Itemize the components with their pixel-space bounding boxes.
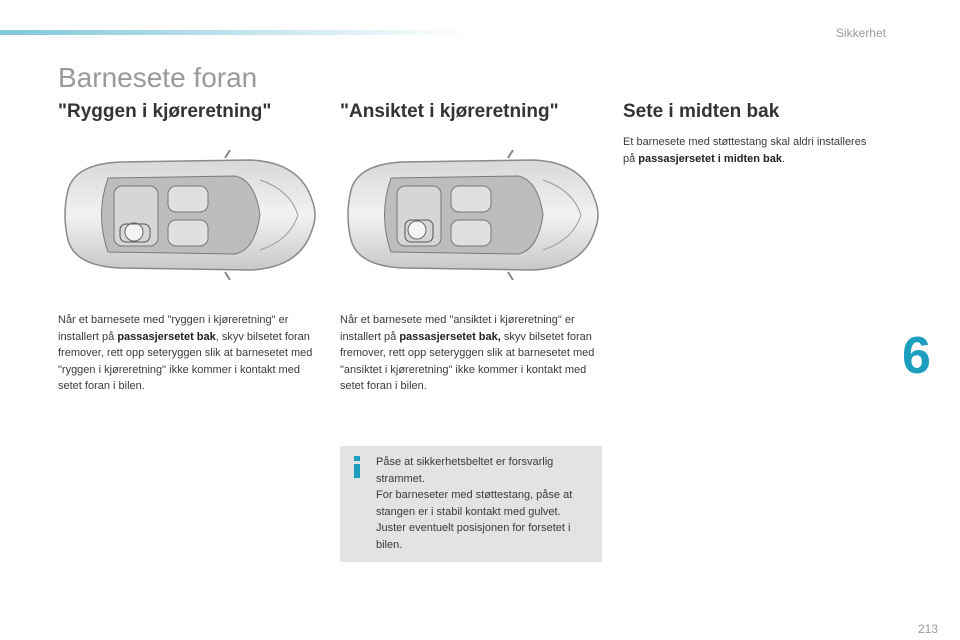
heading-forward-facing: "Ansiktet i kjøreretning" xyxy=(340,101,559,122)
page-title: Barnesete foran xyxy=(58,62,258,93)
info-box xyxy=(340,446,602,562)
car-illustration-forward-facing xyxy=(333,150,603,280)
section-name: Sikkerhet xyxy=(835,26,886,40)
page-number: 213 xyxy=(917,622,938,636)
info-line-support-leg: For barneseter med støttestang, påse at stangen er i stabil kontakt med gulvet. Juster eventuelt posisjonen for forsetet i bilen. xyxy=(376,489,573,551)
heading-rear-facing: "Ryggen i kjøreretning" xyxy=(58,101,272,122)
car-illustration-rear-facing xyxy=(50,150,320,280)
chapter-number: 6 xyxy=(902,327,931,385)
info-icon xyxy=(352,456,362,478)
rear-facing-text: Når et barnesete med "ryggen i kjøreretning" er installert på passasjersetet bak, skyv bilsetet foran fremover, rett opp seteryggen slik at barnesetet med "ryggen i kjøreretning" ikke kommer i kontakt med setet foran i bilen. xyxy=(58,314,313,392)
forward-facing-text: Når et barnesete med "ansiktet i kjøreretning" er installert på passasjersetet bak, skyv bilsetet foran fremover, rett opp seteryggen slik at barnesetet med "ansiktet i kjøreretning" ikke kommer i kontakt med setet foran i bilen. xyxy=(340,314,595,392)
middle-rear-seat-text: Et barnesete med støttestang skal aldri installeres på passasjersetet i midten bak. xyxy=(623,136,867,165)
info-text xyxy=(376,454,586,553)
header-accent-bar xyxy=(0,30,470,35)
heading-middle-rear-seat: Sete i midten bak xyxy=(623,101,780,122)
info-line-belt: Påse at sikkerhetsbeltet er forsvarlig strammet. xyxy=(376,456,554,485)
